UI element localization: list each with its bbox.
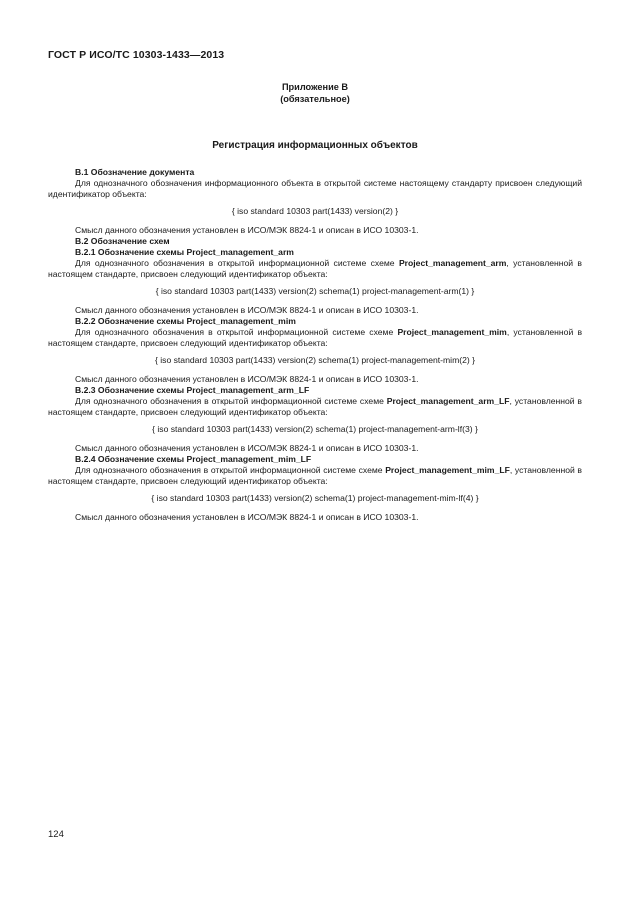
paragraph-b1: Для однозначного обозначения информационного объекта в открытой системе настоящему стандарту присвоен следующий идентификатор объекта: bbox=[48, 178, 582, 199]
paragraph-b21-start: Для однозначного обозначения в открытой информационной системе схеме bbox=[75, 258, 399, 268]
paragraph-b22 bbox=[48, 327, 582, 349]
page-number: 124 bbox=[48, 829, 64, 840]
section-title: Регистрация информационных объектов bbox=[212, 140, 418, 151]
schema-name-b22: Project_management_mim bbox=[397, 327, 507, 337]
schema-name-b23: Project_management_arm_LF bbox=[386, 396, 510, 406]
heading-b21: В.2.1 Обозначение схемы Project_management_arm bbox=[75, 247, 294, 257]
paragraph-b21-end: , установленной в настоящем стандарте, присвоен следующий идентификатор объекта: bbox=[48, 258, 582, 279]
meaning-b22: Смысл данного обозначения установлен в ИСО/МЭК 8824-1 и описан в ИСО 10303-1. bbox=[75, 374, 419, 384]
schema-name-b24: Project_management_mim_LF bbox=[385, 465, 510, 475]
meaning-b23: Смысл данного обозначения установлен в ИСО/МЭК 8824-1 и описан в ИСО 10303-1. bbox=[75, 443, 419, 453]
heading-b1: В.1 Обозначение документа bbox=[75, 167, 195, 177]
meaning-b24: Смысл данного обозначения установлен в ИСО/МЭК 8824-1 и описан в ИСО 10303-1. bbox=[75, 512, 419, 522]
heading-b24: В.2.4 Обозначение схемы Project_management_mim_LF bbox=[75, 454, 312, 464]
annex-title: Приложение В bbox=[281, 82, 349, 92]
schema-name-b21: Project_management_arm bbox=[398, 258, 507, 268]
heading-b22: В.2.2 Обозначение схемы Project_management_mim bbox=[75, 316, 296, 326]
paragraph-b21 bbox=[48, 258, 582, 280]
identifier-b1: { iso standard 10303 part(1433) version(2) } bbox=[231, 206, 399, 216]
meaning-b21: Смысл данного обозначения установлен в ИСО/МЭК 8824-1 и описан в ИСО 10303-1. bbox=[75, 305, 419, 315]
annex-content bbox=[48, 167, 582, 523]
annex-status: (обязательное) bbox=[280, 94, 350, 104]
paragraph-b24-start: Для однозначного обозначения в открытой информационной системе схеме bbox=[75, 465, 386, 475]
identifier-b21: { iso standard 10303 part(1433) version(2) schema(1) project-management-arm(1) } bbox=[155, 286, 475, 296]
paragraph-b24 bbox=[48, 465, 582, 487]
paragraph-b23 bbox=[48, 396, 582, 418]
heading-b2: В.2 Обозначение схем bbox=[75, 236, 170, 246]
identifier-b24: { iso standard 10303 part(1433) version(2) schema(1) project-management-mim-lf(4) } bbox=[151, 493, 479, 503]
document-header: ГОСТ Р ИСО/ТС 10303-1433—2013 bbox=[48, 49, 225, 61]
identifier-b23: { iso standard 10303 part(1433) version(2) schema(1) project-management-arm-lf(3) } bbox=[152, 424, 478, 434]
paragraph-b22-start: Для однозначного обозначения в открытой информационной системе схеме bbox=[75, 327, 398, 337]
paragraph-b22-end: , установленной в настоящем стандарте, присвоен следующий идентификатор объекта: bbox=[48, 327, 583, 348]
paragraph-b23-end: , установленной в настоящем стандарте, присвоен следующий идентификатор объекта: bbox=[48, 396, 583, 417]
identifier-b22: { iso standard 10303 part(1433) version(2) schema(1) project-management-mim(2) } bbox=[154, 355, 476, 365]
paragraph-b23-start: Для однозначного обозначения в открытой информационной системе схеме bbox=[75, 396, 387, 406]
paragraph-b24-end: , установленной в настоящем стандарте, присвоен следующий идентификатор объекта: bbox=[48, 465, 582, 486]
heading-b23: В.2.3 Обозначение схемы Project_management_arm_LF bbox=[75, 385, 310, 395]
meaning-b1: Смысл данного обозначения установлен в ИСО/МЭК 8824-1 и описан в ИСО 10303-1. bbox=[75, 225, 419, 235]
